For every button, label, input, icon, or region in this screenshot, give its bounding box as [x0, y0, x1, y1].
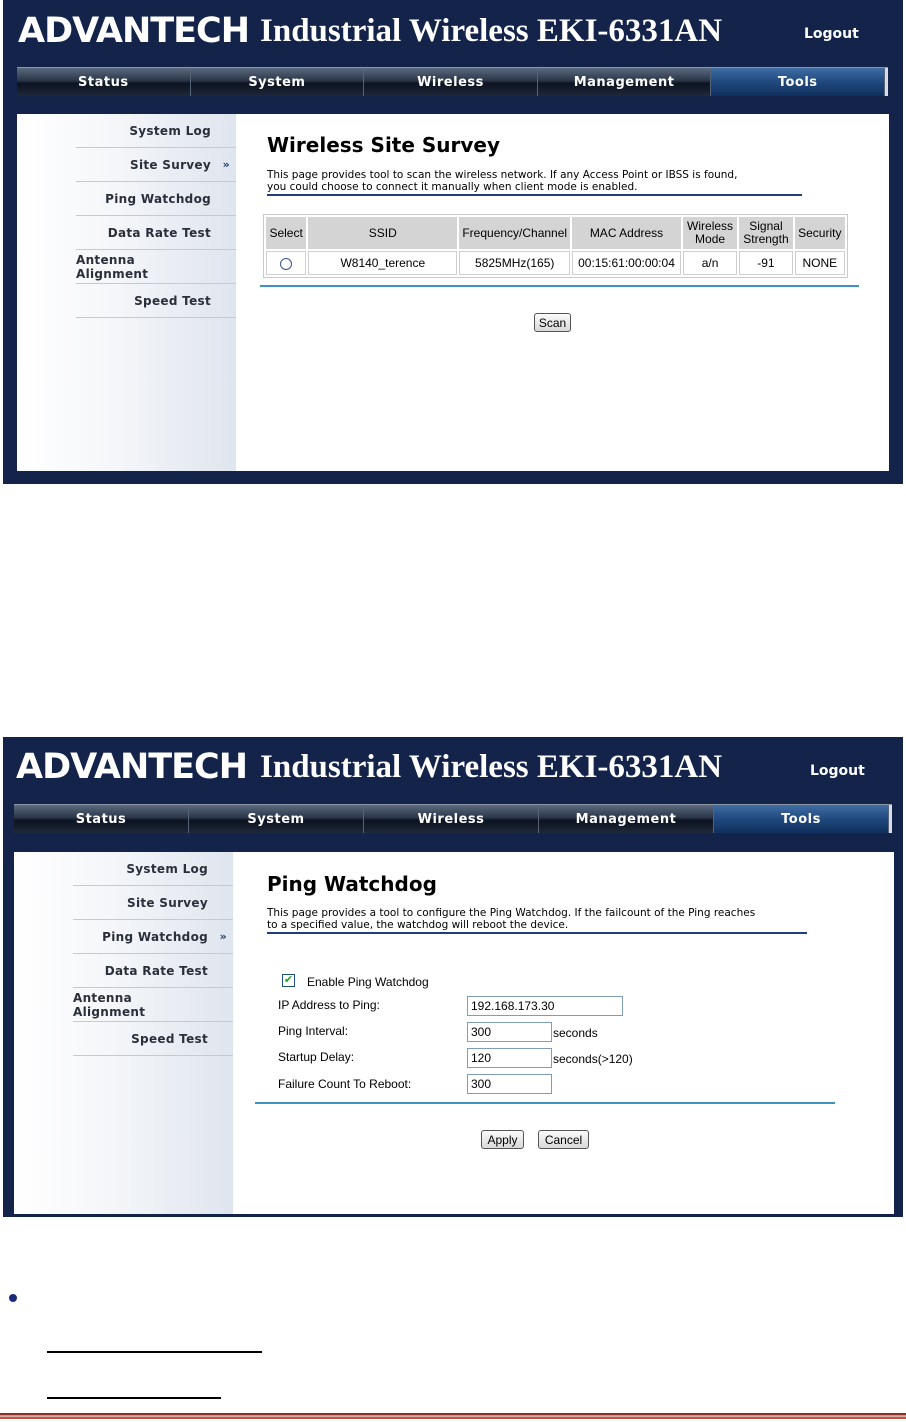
ping-interval-unit: seconds [553, 1026, 598, 1040]
startup-delay-input[interactable] [467, 1048, 552, 1068]
list-bullet-icon [9, 1294, 17, 1302]
sidebar-item-label: System Log [126, 861, 208, 876]
content-panel [14, 852, 894, 1214]
sidebar-item-speed-test[interactable] [76, 284, 236, 318]
nav-end-cap [885, 68, 888, 96]
double-chevron-right-icon: » [222, 158, 230, 171]
ip-address-label: IP Address to Ping: [278, 998, 380, 1012]
scan-button[interactable]: Scan [534, 313, 571, 332]
table-header-row [266, 217, 845, 249]
sidebar-item-ping-watchdog[interactable] [76, 182, 236, 216]
ping-interval-input[interactable] [467, 1022, 552, 1042]
logout-link[interactable]: Logout [810, 763, 865, 779]
sidebar-item-label: Site Survey [130, 157, 211, 172]
enable-watchdog-checkbox[interactable]: ✔ [283, 974, 294, 986]
sidebar-item-antenna-alignment[interactable] [73, 988, 233, 1022]
failure-count-input[interactable] [467, 1074, 552, 1094]
sidebar-item-data-rate-test[interactable] [76, 216, 236, 250]
product-title: Industrial Wireless EKI-6331AN [260, 749, 723, 785]
logout-link[interactable]: Logout [804, 26, 859, 42]
tab-tools[interactable]: Tools [711, 68, 885, 96]
column-header-frequency: Frequency/Channel [459, 217, 570, 249]
sidebar-item-data-rate-test[interactable] [73, 954, 233, 988]
sidebar-item-label: Site Survey [127, 895, 208, 910]
title-divider [267, 932, 807, 934]
security-cell: NONE [795, 251, 845, 275]
sidebar-item-label: Speed Test [134, 293, 211, 308]
content-panel [17, 114, 889, 471]
page-footer-rule [0, 1413, 906, 1419]
sidebar-item-label: Antenna Alignment [76, 252, 149, 281]
enable-watchdog-label: Enable Ping Watchdog [307, 975, 429, 989]
tab-status[interactable]: Status [14, 805, 189, 833]
title-divider [267, 194, 802, 196]
mode-cell: a/n [683, 251, 737, 275]
sidebar-item-site-survey[interactable] [73, 886, 233, 920]
column-header-security: Security [795, 217, 845, 249]
advantech-logo: ADVANTECH [18, 11, 249, 51]
description-line: you could choose to connect it manually when client mode is enabled. [267, 181, 638, 193]
sidebar-item-label: Antenna Alignment [73, 990, 146, 1019]
tab-status[interactable]: Status [17, 68, 191, 96]
double-chevron-right-icon: » [219, 930, 227, 943]
ping-watchdog-screenshot [3, 737, 903, 1217]
description-line: This page provides a tool to configure the Ping Watchdog. If the failcount of the Ping reaches [267, 907, 756, 919]
tab-wireless[interactable]: Wireless [364, 68, 538, 96]
frequency-cell: 5825MHz(165) [459, 251, 570, 275]
select-radio[interactable] [280, 258, 292, 270]
table-divider [260, 285, 859, 287]
sidebar-item-system-log[interactable] [76, 114, 236, 148]
startup-delay-unit: seconds(>120) [553, 1052, 633, 1066]
column-header-wireless-mode: Wireless Mode [683, 217, 737, 249]
main-nav [17, 67, 888, 96]
page-title: Wireless Site Survey [267, 133, 501, 157]
sidebar-item-antenna-alignment[interactable] [76, 250, 236, 284]
page-description [267, 907, 755, 931]
site-survey-screenshot [3, 0, 903, 484]
column-header-mac: MAC Address [572, 217, 681, 249]
tab-system[interactable]: System [189, 805, 364, 833]
cancel-button[interactable]: Cancel [538, 1130, 589, 1149]
sidebar-item-ping-watchdog[interactable] [73, 920, 233, 954]
column-header-ssid: SSID [308, 217, 457, 249]
startup-delay-label: Startup Delay: [278, 1050, 355, 1064]
survey-table [263, 214, 848, 278]
description-line: This page provides tool to scan the wireless network. If any Access Point or IBSS is found, [267, 169, 738, 181]
sidebar-item-label: Speed Test [131, 1031, 208, 1046]
sidebar-item-label: Data Rate Test [104, 963, 208, 978]
column-header-signal-strength: Signal Strength [739, 217, 792, 249]
ping-interval-label: Ping Interval: [278, 1024, 349, 1038]
nav-end-cap [889, 805, 892, 833]
tab-system[interactable]: System [191, 68, 365, 96]
description-line: to a specified value, the watchdog will reboot the device. [267, 919, 569, 931]
underline-rule [47, 1397, 221, 1399]
sidebar-item-label: Ping Watchdog [102, 929, 208, 944]
failure-count-label: Failure Count To Reboot: [278, 1077, 412, 1091]
tools-sidebar [14, 852, 233, 1214]
select-cell [266, 251, 306, 275]
table-row [266, 251, 845, 275]
sidebar-item-label: Ping Watchdog [105, 191, 211, 206]
column-header-select: Select [266, 217, 306, 249]
tab-tools[interactable]: Tools [714, 805, 889, 833]
sidebar-item-speed-test[interactable] [73, 1022, 233, 1056]
page-description [267, 169, 737, 193]
product-title: Industrial Wireless EKI-6331AN [260, 13, 723, 49]
underline-rule [47, 1351, 262, 1353]
sidebar-item-site-survey[interactable] [76, 148, 236, 182]
form-divider [255, 1102, 835, 1104]
signal-cell: -91 [739, 251, 792, 275]
ip-address-input[interactable] [467, 996, 623, 1016]
mac-cell: 00:15:61:00:00:04 [572, 251, 681, 275]
tab-management[interactable]: Management [538, 68, 712, 96]
sidebar-item-label: System Log [129, 123, 211, 138]
tab-wireless[interactable]: Wireless [364, 805, 539, 833]
sidebar-item-label: Data Rate Test [107, 225, 211, 240]
tools-sidebar [17, 114, 236, 471]
page-title: Ping Watchdog [267, 872, 437, 896]
tab-management[interactable]: Management [539, 805, 714, 833]
main-nav [14, 804, 892, 833]
ssid-cell: W8140_terence [308, 251, 457, 275]
apply-button[interactable]: Apply [481, 1130, 524, 1149]
sidebar-item-system-log[interactable] [73, 852, 233, 886]
advantech-logo: ADVANTECH [16, 747, 247, 787]
